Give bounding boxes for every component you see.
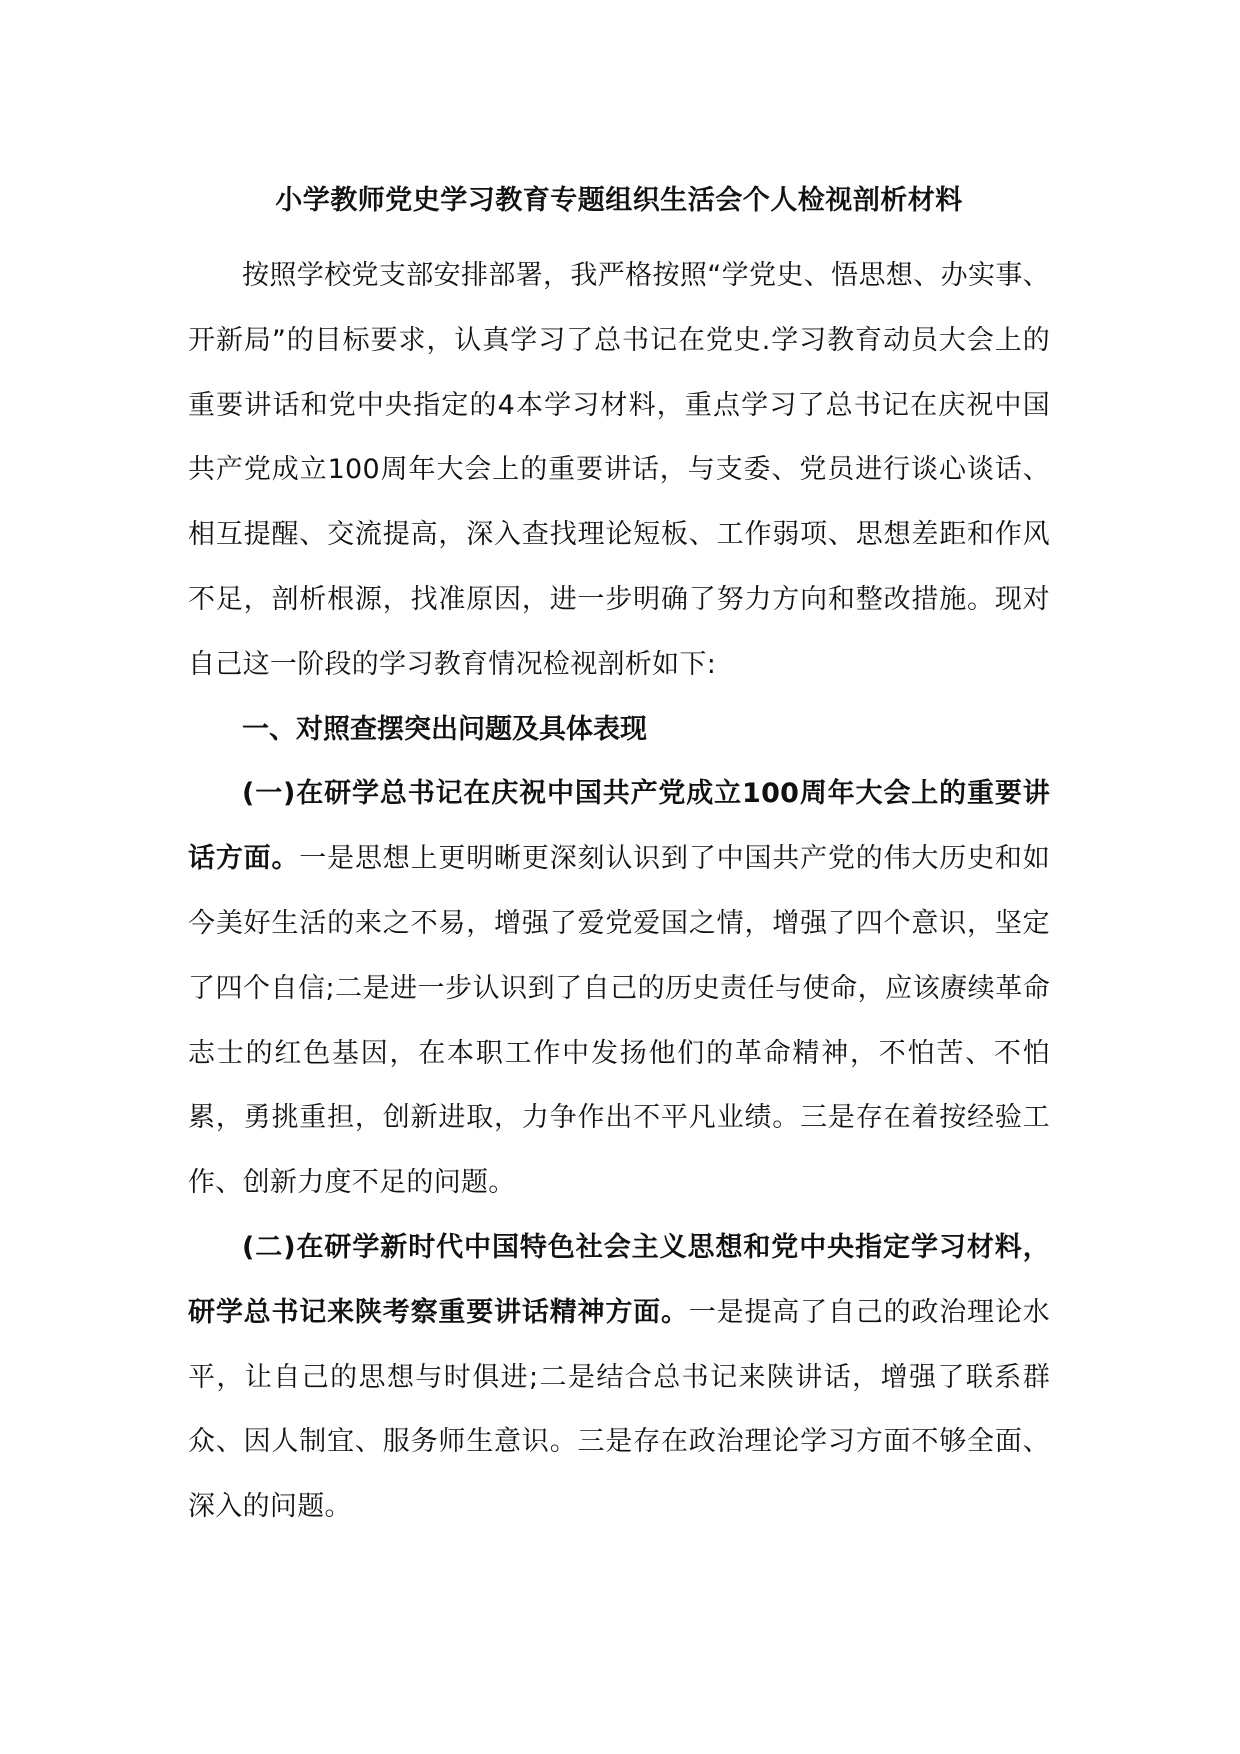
document-body xyxy=(188,176,1050,1540)
document-title: 小学教师党史学习教育专题组织生活会个人检视剖析材料 xyxy=(275,185,963,216)
item-paragraph xyxy=(188,1216,1050,1540)
intro-paragraph: 按照学校党支部安排部署，我严格按照“学党史、悟思想、办实事、开新局”的目标要求，认真学习了总书记在党史.学习教育动员大会上的重要讲话和党中央指定的4本学习材料，重点学习了总书记在庆祝中国共产党成立100周年大会上的重要讲话，与支委、党员进行谈心谈话、相互提醒、交流提高，深入查找理论短板、工作弱项、思想差距和作风不足，剖析根源，找准原因，进一步明确了努力方向和整改措施。现对自己这一阶段的学习教育情况检视剖析如下: xyxy=(188,260,1050,680)
item-lead-text: (二)在研学新时代中国特色社会主义思想和党中央指定学习材料，研学总书记来陕考察重要讲话精神方面。 xyxy=(188,1231,1050,1328)
item-body-text: 一是思想上更明晰更深刻认识到了中国共产党的伟大历史和如今美好生活的来之不易，增强了爱党爱国之情，增强了四个意识，坚定了四个自信;二是进一步认识到了自己的历史责任与使命，应该赓续革命志士的红色基因，在本职工作中发扬他们的革命精神，不怕苦、不怕累，勇挑重担，创新进取，力争作出不平凡业绩。三是存在着按经验工作、创新力度不足的问题。 xyxy=(188,843,1050,1199)
item-lead-text: (一)在研学总书记在庆祝中国共产党成立100周年大会上的重要讲话方面。 xyxy=(188,778,1050,875)
section-heading: 一、对照查摆突出问题及具体表现 xyxy=(242,713,647,745)
item-paragraph xyxy=(188,762,1050,1216)
item-body-text: 一是提高了自己的政治理论水平，让自己的思想与时俱进;二是结合总书记来陕讲话，增强了联系群众、因人制宜、服务师生意识。三是存在政治理论学习方面不够全面、深入的问题。 xyxy=(188,1296,1050,1523)
